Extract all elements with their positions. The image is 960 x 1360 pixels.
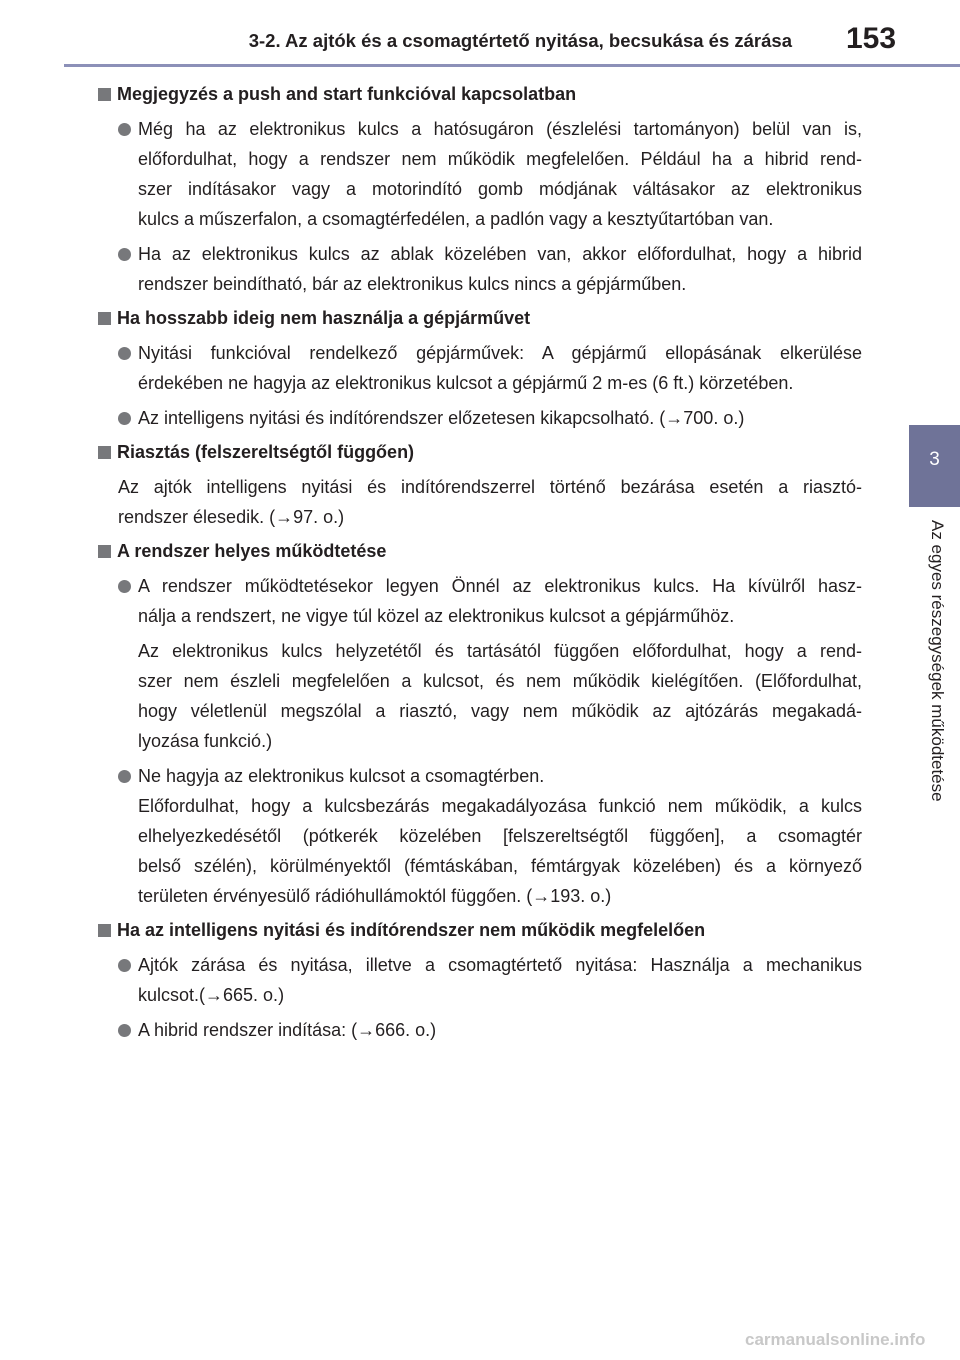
round-bullet-icon: [118, 1024, 131, 1037]
bullet-item: Még ha az elektronikus kulcs a hatósugáron (észlelési tartományon) belül van is, előfordulhat, hogy a rendszer nem működik megfelelően. Például ha a hibrid rend- szer indításakor vagy a motorindító gomb módjának váltásakor az elektronikus kulcs a műszerfalon, a csomagtérfedélen, a padlón vagy a kesztyűtartóban van.: [98, 114, 862, 234]
chapter-side-title: Az egyes részegységek működtetése: [928, 520, 947, 802]
bullet-item: A rendszer működtetésekor legyen Önnél az elektronikus kulcs. Ha kívülről hasz- nálja a rendszert, ne vigye túl közel az elektronikus kulcsot a gépjárműhöz.: [98, 571, 862, 631]
section-long-unused: [98, 304, 862, 433]
square-bullet-icon: [98, 312, 111, 325]
round-bullet-icon: [118, 770, 131, 783]
round-bullet-icon: [118, 347, 131, 360]
round-bullet-icon: [118, 959, 131, 972]
page-number: 153: [846, 22, 897, 55]
section-heading: A rendszer helyes működtetése: [98, 537, 862, 566]
bullet-item: A hibrid rendszer indítása: (→666. o.): [98, 1015, 862, 1045]
section-alarm: [98, 438, 862, 532]
section-push-start-note: [98, 80, 862, 299]
paragraph: Az ajtók intelligens nyitási és indítórendszerrel történő bezárása esetén a riasztó- rendszer élesedik. (→97. o.): [118, 477, 862, 527]
bullet-item: Nyitási funkcióval rendelkező gépjárművek: A gépjármű ellopásának elkerülése érdekében ne hagyja az elektronikus kulcsot a gépjármű 2 m-es (6 ft.) körzetében.: [98, 338, 862, 398]
round-bullet-icon: [118, 248, 131, 261]
square-bullet-icon: [98, 924, 111, 937]
bullet-item: Ne hagyja az elektronikus kulcsot a csomagtérben. Előfordulhat, hogy a kulcsbezárás megakadályozása funkció nem működik, a kulcs elhelyezkedésétől (pótkerék közelében [felszereltségtől függően], a csomagtér belső szélén), körülményektől (fémtáskában, fémtárgyak közelében) és a környező területen érvényesülő rádióhullámoktól függően. (→193. o.): [98, 761, 862, 911]
bullet-item: Az intelligens nyitási és indítórendszer előzetesen kikapcsolható. (→700. o.): [98, 403, 862, 433]
round-bullet-icon: [118, 412, 131, 425]
square-bullet-icon: [98, 545, 111, 558]
bullet-item: Ha az elektronikus kulcs az ablak közelében van, akkor előfordulhat, hogy a hibrid rendszer beindítható, bár az elektronikus kulcs nincs a gépjárműben.: [98, 239, 862, 299]
square-bullet-icon: [98, 88, 111, 101]
sub-paragraph: Az elektronikus kulcs helyzetétől és tartásától függően előfordulhat, hogy a rend- szer nem észleli megfelelően a kulcsot, és nem működik kielégítően. (Előfordulhat, hogy véletlenül megszólal a riasztó, vagy nem működik az ajtózárás megakadá- lyozása funkció.): [138, 641, 862, 751]
watermark-text: carmanualsonline.info: [745, 1330, 926, 1349]
page-header-title: 3-2. Az ajtók és a csomagtértető nyitása, becsukása és zárása: [248, 30, 792, 51]
section-malfunction: [98, 916, 862, 1045]
section-heading: Riasztás (felszereltségtől függően): [98, 438, 862, 467]
section-correct-operation: [98, 537, 862, 911]
section-heading: Megjegyzés a push and start funkcióval kapcsolatban: [98, 80, 862, 109]
round-bullet-icon: [118, 123, 131, 136]
chapter-tab-number: 3: [929, 449, 940, 470]
bullet-item: Ajtók zárása és nyitása, illetve a csomagtértető nyitása: Használja a mechanikus kulcsot.(→665. o.): [98, 950, 862, 1010]
square-bullet-icon: [98, 446, 111, 459]
round-bullet-icon: [118, 580, 131, 593]
page-content: [98, 80, 862, 1050]
section-heading: Ha az intelligens nyitási és indítórendszer nem működik megfelelően: [98, 916, 862, 945]
section-heading: Ha hosszabb ideig nem használja a gépjárművet: [98, 304, 862, 333]
header-rule: [64, 64, 960, 67]
